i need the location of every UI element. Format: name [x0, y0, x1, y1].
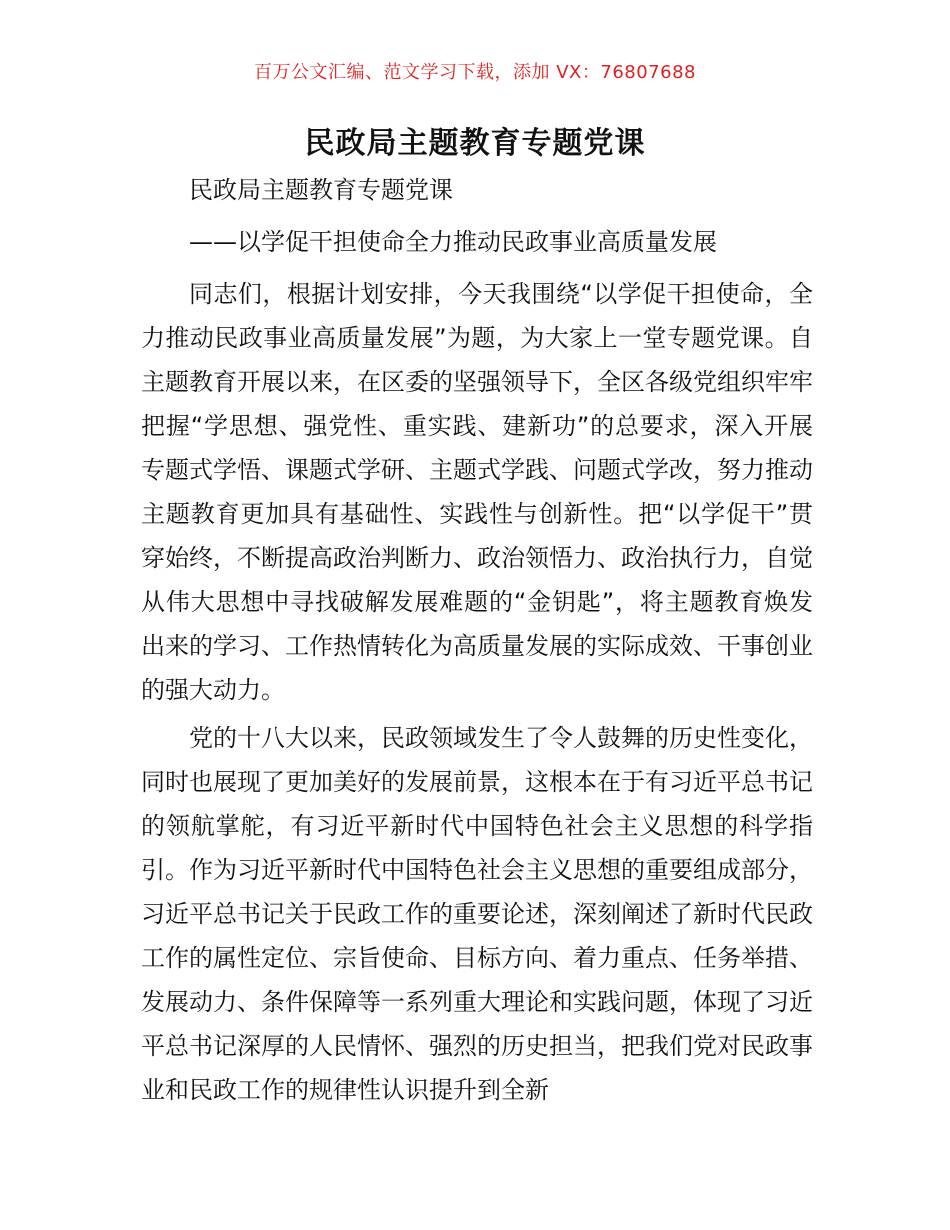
document-title: 民政局主题教育专题党课 — [304, 126, 646, 161]
document-body — [141, 168, 813, 1116]
header-note: 百万公文汇编、范文学习下载，添加 VX：76807688 — [254, 62, 696, 83]
subtitle-line: 民政局主题教育专题党课 — [189, 176, 453, 204]
subtitle-theme: ——以学促干担使命全力推动民政事业高质量发展 — [189, 228, 717, 256]
paragraph-1: 同志们，根据计划安排，今天我围绕“以学促干担使命，全力推动民政事业高质量发展”为题，为大家上一堂专题党课。自主题教育开展以来，在区委的坚强领导下，全区各级党组织牢牢把握“学思想、强党性、重实践、建新功”的总要求，深入开展专题式学悟、课题式学研、主题式学践、问题式学改，努力推动主题教育更加具有基础性、实践性与创新性。把“以学促干”贯穿始终，不断提高政治判断力、政治领悟力、政治执行力，自觉从伟大思想中寻找破解发展难题的“金钥匙”，将主题教育焕发出来的学习、工作热情转化为高质量发展的实际成效、干事创业的强大动力。 — [141, 280, 813, 704]
paragraph-2: 党的十八大以来，民政领域发生了令人鼓舞的历史性变化，同时也展现了更加美好的发展前景，这根本在于有习近平总书记的领航掌舵，有习近平新时代中国特色社会主义思想的科学指引。作为习近平新时代中国特色社会主义思想的重要组成部分，习近平总书记关于民政工作的重要论述，深刻阐述了新时代民政工作的属性定位、宗旨使命、目标方向、着力重点、任务举措、发展动力、条件保障等一系列重大理论和实践问题，体现了习近平总书记深厚的人民情怀、强烈的历史担当，把我们党对民政事业和民政工作的规律性认识提升到全新 — [141, 724, 813, 1104]
